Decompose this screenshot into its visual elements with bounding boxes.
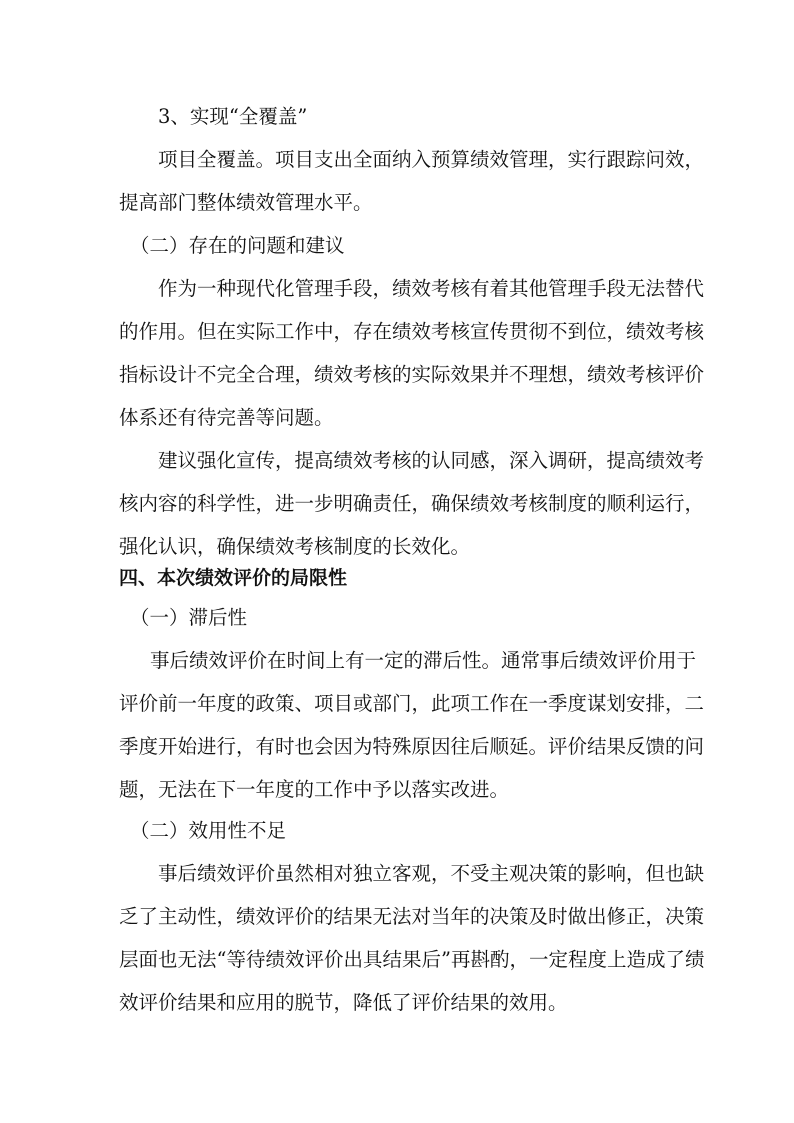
lim1-line-1: 事后绩效评价在时间上有一定的滞后性。通常事后绩效评价用于 xyxy=(150,649,697,672)
item3-line-1: 项目全覆盖。项目支出全面纳入预算绩效管理，实行跟踪问效， xyxy=(158,148,705,171)
lim2-heading: （二）效用性不足 xyxy=(130,819,287,842)
para-a-line-2: 的作用。但在实际工作中，存在绩效考核宣传贯彻不到位，绩效考核 xyxy=(119,320,705,343)
para-a-line-1: 作为一种现代化管理手段，绩效考核有着其他管理手段无法替代 xyxy=(158,277,705,300)
lim2-line-2: 乏了主动性，绩效评价的结果无法对当年的决策及时做出修正，决策 xyxy=(119,905,705,928)
item3-heading: 3、实现“全覆盖” xyxy=(158,105,308,128)
lim2-line-3: 层面也无法“等待绩效评价出具结果后”再斟酌，一定程度上造成了绩 xyxy=(119,948,705,971)
para-a-line-4: 体系还有待完善等问题。 xyxy=(119,406,334,429)
lim2-line-4: 效评价结果和应用的脱节，降低了评价结果的效用。 xyxy=(119,991,568,1014)
para-b-line-3: 强化认识，确保绩效考核制度的长效化。 xyxy=(119,535,471,558)
para-b-line-2: 核内容的科学性，进一步明确责任，确保绩效考核制度的顺利运行， xyxy=(119,492,705,515)
item3-line-2: 提高部门整体绩效管理水平。 xyxy=(119,191,373,214)
main4-heading: 四、本次绩效评价的局限性 xyxy=(119,567,348,589)
lim1-line-2: 评价前一年度的政策、项目或部门，此项工作在一季度谋划安排，二 xyxy=(119,692,705,715)
lim2-line-1: 事后绩效评价虽然相对独立客观，不受主观决策的影响，但也缺 xyxy=(158,862,705,885)
sub2-heading: （二）存在的问题和建议 xyxy=(130,234,345,257)
lim1-line-4: 题，无法在下一年度的工作中予以落实改进。 xyxy=(119,778,510,801)
lim1-line-3: 季度开始进行，有时也会因为特殊原因往后顺延。评价结果反馈的问 xyxy=(119,735,705,758)
para-a-line-3: 指标设计不完全合理，绩效考核的实际效果并不理想，绩效考核评价 xyxy=(119,363,705,386)
lim1-heading: （一）滞后性 xyxy=(130,606,248,629)
para-b-line-1: 建议强化宣传，提高绩效考核的认同感，深入调研，提高绩效考 xyxy=(158,449,705,472)
